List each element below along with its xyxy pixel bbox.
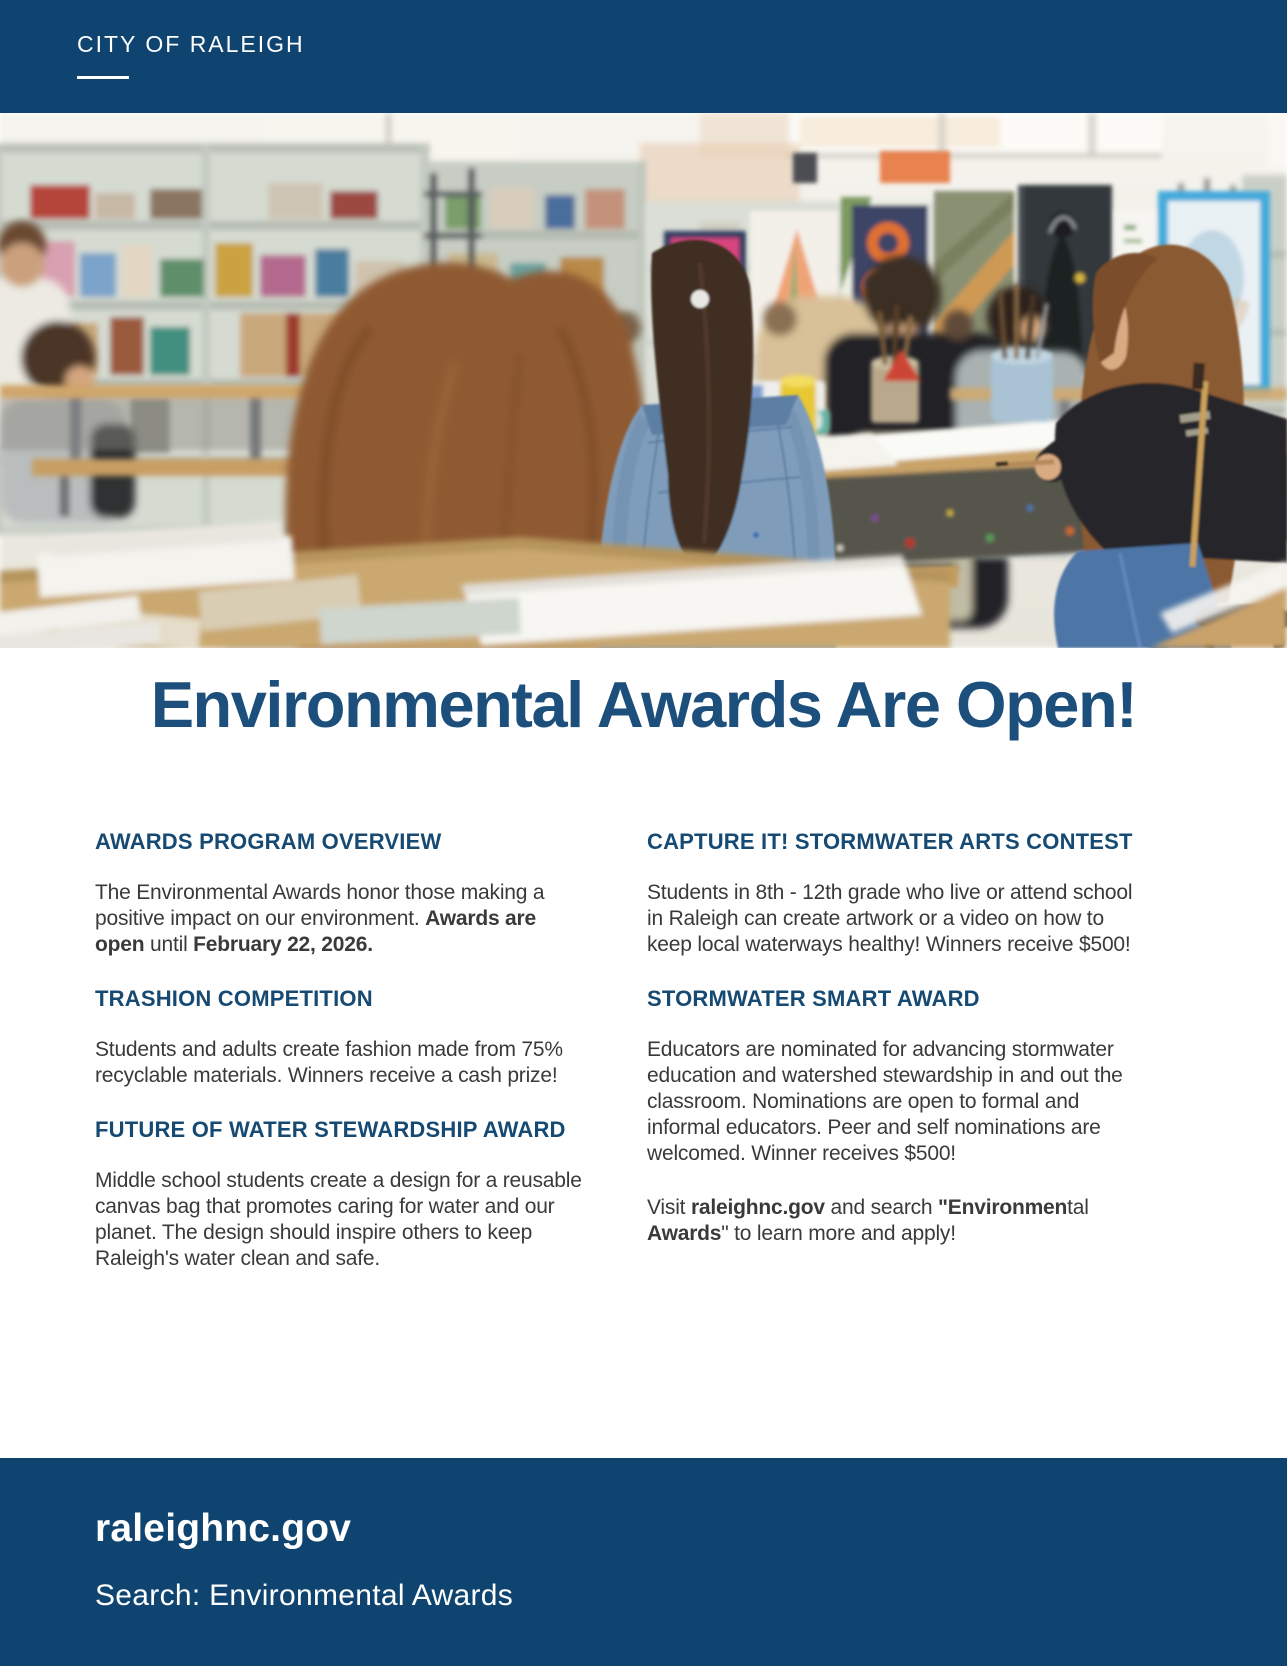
section-heading: FUTURE OF WATER STEWARDSHIP AWARD [95, 1116, 566, 1142]
section-heading: TRASHION COMPETITION [95, 985, 373, 1011]
section-paragraph: Middle school students create a design for a reusable canvas bag that promotes caring for water and our planet. The design should inspire others to keep Raleigh's water clean and safe. [95, 1168, 582, 1270]
award-section [95, 986, 585, 1089]
section-heading: STORMWATER SMART AWARD [647, 985, 980, 1011]
footer-bar [0, 1458, 1287, 1666]
footer-search: Search: Environmental Awards [95, 1579, 514, 1612]
award-section [647, 829, 1137, 958]
flyer-body [0, 648, 1287, 1458]
left-column [95, 829, 585, 1300]
section-paragraph: Educators are nominated for advancing stormwater education and watershed stewardship in and out the classroom. Nominations are open to formal and informal educators. Peer and self nominations are welcomed. Winner receives $500! [647, 1037, 1123, 1165]
section-paragraph: Visit raleighnc.gov and search "Environmental Awards" to learn more and apply! [647, 1195, 1089, 1245]
section-paragraph: Students in 8th - 12th grade who live or attend school in Raleigh can create artwork or a video on how to keep local waterways healthy! Winners receive $500! [647, 880, 1133, 956]
header-bar [0, 0, 1287, 113]
section-paragraph: Students and adults create fashion made from 75% recyclable materials. Winners receive a cash prize! [95, 1037, 563, 1087]
right-column [647, 829, 1137, 1300]
award-section [647, 986, 1137, 1247]
award-section [95, 1117, 585, 1272]
section-paragraph: The Environmental Awards honor those making a positive impact on our environment. Awards are open until February 22, 2026. [95, 880, 545, 956]
section-heading: CAPTURE IT! STORMWATER ARTS CONTEST [647, 828, 1133, 854]
footer-site: raleighnc.gov [95, 1507, 352, 1550]
brand-underline [77, 76, 129, 79]
classroom-photo-illustration [0, 113, 1287, 648]
classroom-photo [0, 113, 1287, 648]
brand-text: CITY OF RALEIGH [77, 31, 305, 57]
content-columns [95, 829, 1192, 1300]
section-heading: AWARDS PROGRAM OVERVIEW [95, 828, 442, 854]
page-title: Environmental Awards Are Open! [150, 668, 1137, 741]
award-section [95, 829, 585, 958]
